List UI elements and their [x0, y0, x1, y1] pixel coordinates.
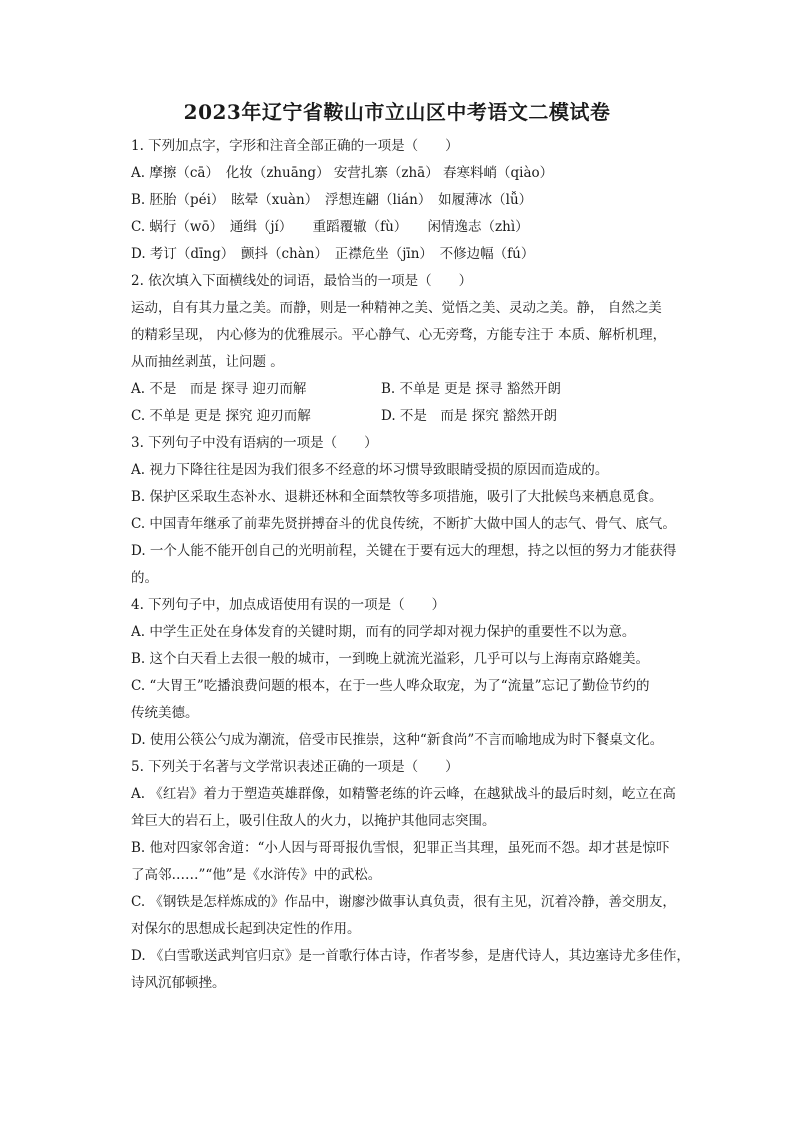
question-3-option-b: B. 保护区采取生态补水、退耕还林和全面禁牧等多项措施，吸引了大批候鸟来栖息觅食。: [131, 489, 663, 505]
question-3-option-d-line-1: D. 一个人能不能开创自己的光明前程，关键在于要有远大的理想，持之以恒的努力才能获得: [131, 543, 677, 559]
question-3-option-c: C. 中国青年继承了前辈先贤拼搏奋斗的优良传统，不断扩大做中国人的志气、骨气、底气。: [131, 516, 676, 532]
question-2-passage-line-3: 从而抽丝剥茧，让问题 。: [131, 354, 284, 370]
question-1-stem: 1. 下列加点字，字形和注音全部正确的一项是（ ）: [131, 138, 459, 154]
question-5-stem: 5. 下列关于名著与文学常识表述正确的一项是（ ）: [131, 759, 459, 775]
question-2-option-c: C. 不单是 更是 探究 迎刃而解: [131, 408, 311, 424]
question-2-options-row-1: [131, 376, 699, 403]
page-title: 2023年辽宁省鞍山市立山区中考语文二模试卷: [183, 100, 611, 124]
question-5-option-b-line-2: 了高邻……”“他”是《水浒传》中的武松。: [131, 867, 382, 883]
question-4-option-a: A. 中学生正处在身体发育的关键时期，而有的同学却对视力保护的重要性不以为意。: [131, 624, 636, 640]
question-2-passage-line-1: 运动，自有其力量之美。而静，则是一种精神之美、觉悟之美、灵动之美。静， 自然之美: [131, 300, 662, 316]
question-5-option-b-line-1: B. 他对四家邻舍道：“小人因与哥哥报仇雪恨，犯罪正当其理，虽死而不怨。却才甚是惊吓: [131, 840, 670, 856]
question-5-option-c-line-1: C. 《钢铁是怎样炼成的》作品中，谢廖沙做事认真负责，很有主见，沉着冷静，善交朋友，: [131, 894, 676, 910]
question-3-option-d-line-2: 的。: [131, 570, 158, 586]
question-2-option-d: D. 不是 而是 探究 豁然开朗: [381, 408, 558, 424]
question-5-option-a-line-1: A. 《红岩》着力于塑造英雄群像，如精警老练的许云峰，在越狱战斗的最后时刻，屹立在高: [131, 786, 676, 802]
question-2-passage-line-2: 的精彩呈现， 内心修为的优雅展示。平心静气、心无旁骛，方能专注于 本质、解析机理，: [131, 327, 667, 343]
question-5-option-c-line-2: 对保尔的思想成长起到决定性的作用。: [131, 921, 361, 937]
question-4-option-c-line-2: 传统美德。: [131, 705, 199, 721]
question-1-option-a: A. 摩擦（cā） 化妆（zhuāng） 安营扎寨（zhā） 春寒料峭（qiào）: [131, 165, 554, 181]
question-4-stem: 4. 下列句子中，加点成语使用有误的一项是（ ）: [131, 597, 446, 613]
question-3-stem: 3. 下列句子中没有语病的一项是（ ）: [131, 435, 378, 451]
question-3-option-a: A. 视力下降往往是因为我们很多不经意的坏习惯导致眼睛受损的原因而造成的。: [131, 462, 609, 478]
question-2-option-a: A. 不是 而是 探寻 迎刃而解: [131, 381, 307, 397]
question-4-option-d: D. 使用公筷公勺成为潮流，倍受市民推崇，这种“新食尚”不言而喻地成为时下餐桌文化。: [131, 732, 664, 748]
question-1-option-c: C. 蜗行（wō） 通缉（jí） 重蹈覆辙（fù） 闲情逸志（zhì）: [131, 219, 529, 235]
question-1-option-d: D. 考订（dīng） 颤抖（chàn） 正襟危坐（jīn） 不修边幅（fú）: [131, 246, 535, 262]
question-2-option-b: B. 不单是 更是 探寻 豁然开朗: [381, 381, 561, 397]
question-list: [131, 133, 699, 997]
question-5-option-d-line-1: D. 《白雪歌送武判官归京》是一首歌行体古诗，作者岑参，是唐代诗人，其边塞诗尤多佳作，: [131, 948, 690, 964]
question-1-option-b: B. 胚胎（péi） 眩晕（xuàn） 浮想连翩（lián） 如履薄冰（lǚ）: [131, 192, 533, 208]
question-2-stem: 2. 依次填入下面横线处的词语，最恰当的一项是（ ）: [131, 273, 473, 289]
question-5-option-a-line-2: 耸巨大的岩石上，吸引住敌人的火力，以掩护其他同志突围。: [131, 813, 496, 829]
question-4-option-c-line-1: C. “大胃王”吃播浪费问题的根本，在于一些人哗众取宠，为了“流量”忘记了勤俭节约的: [131, 678, 650, 694]
question-2-options-row-2: [131, 403, 699, 430]
question-5-option-d-line-2: 诗风沉郁顿挫。: [131, 975, 226, 991]
question-4-option-b: B. 这个白天看上去很一般的城市，一到晚上就流光溢彩，几乎可以与上海南京路媲美。: [131, 651, 650, 667]
